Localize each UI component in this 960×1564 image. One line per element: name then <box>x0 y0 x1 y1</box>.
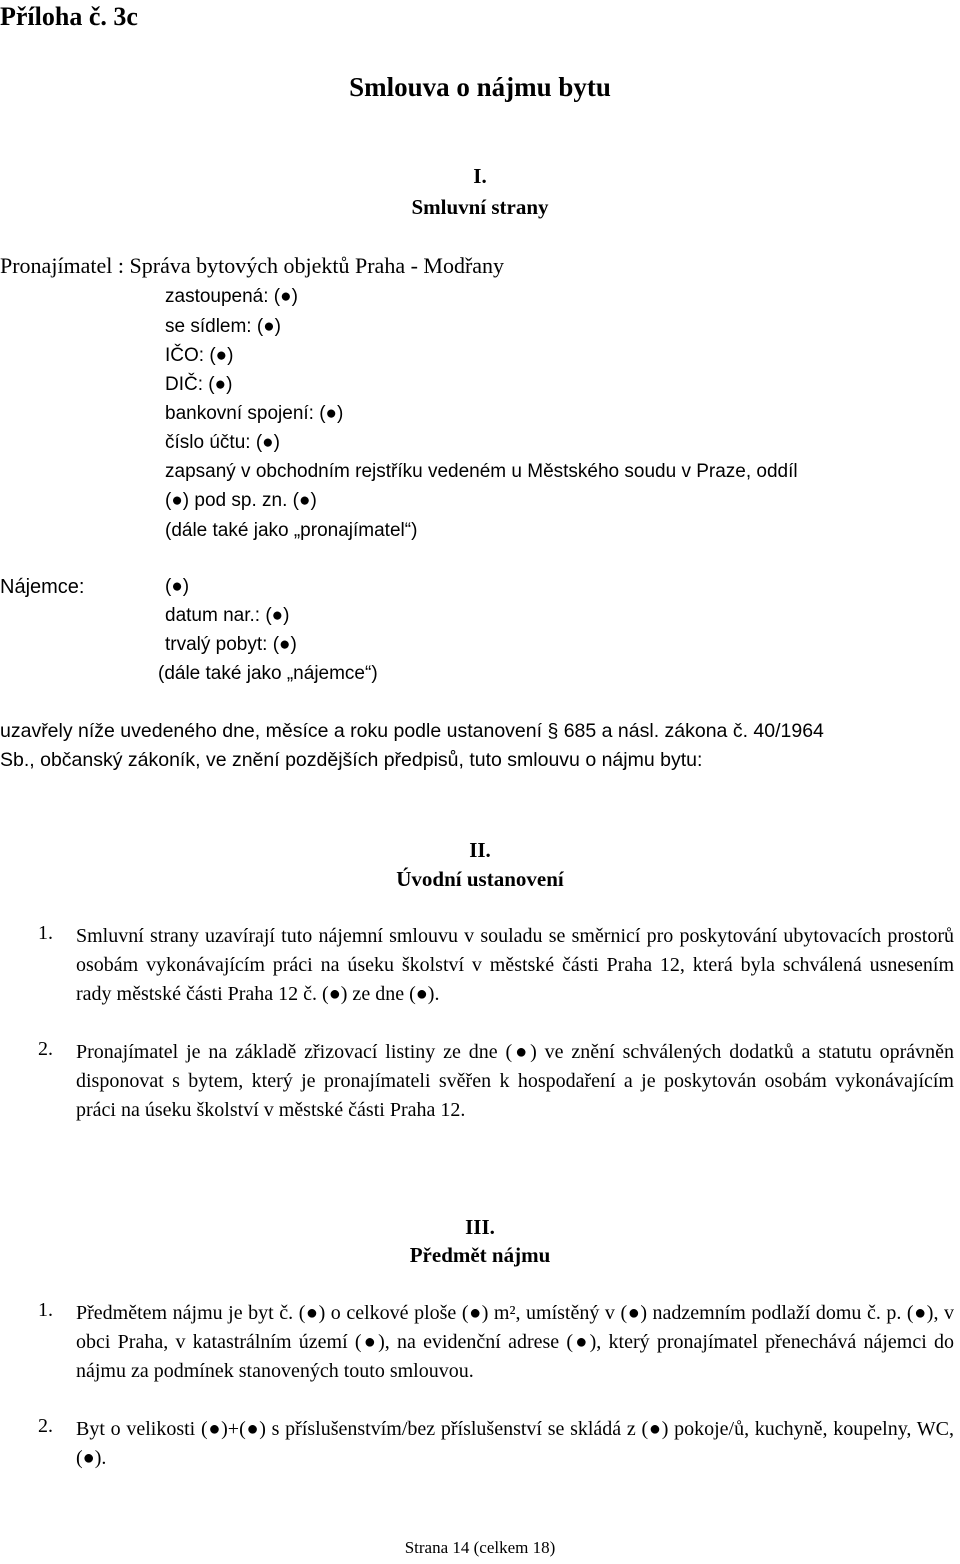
landlord-seat: se sídlem: (●) <box>165 316 281 337</box>
tenant-name: (●) <box>165 576 190 597</box>
tenant-alias: (dále také jako „nájemce“) <box>158 663 378 684</box>
item-text: Smluvní strany uzavírají tuto nájemní smlouvu v souladu se směrnicí pro poskytování ubytovacích prostorů osobám vykonávajícím práci na úseku školství v městské části Praha 12, která byla schválená usnesením rady městské části Praha 12 č. (●) ze dne (●). <box>76 925 954 1005</box>
landlord-register: zapsaný v obchodním rejstříku vedeném u Městského soudu v Praze, oddíl <box>165 461 798 482</box>
annex-label: Příloha č. 3c <box>0 2 138 31</box>
tenant-label: Nájemce: <box>0 576 85 598</box>
section-3-heading: Předmět nájmu <box>409 1243 551 1267</box>
tenant-residence: trvalý pobyt: (●) <box>165 634 297 655</box>
item-text: Byt o velikosti (●)+(●) s příslušenstvím/bez příslušenství se skládá z (●) pokoje/ů, kuchyně, koupelny, WC, (●). <box>76 1418 954 1469</box>
section-1-number: I. <box>473 164 487 188</box>
landlord-alias: (dále také jako „pronajímatel“) <box>165 520 418 541</box>
item-number: 1. <box>38 922 53 944</box>
item-text: Pronajímatel je na základě zřizovací listiny ze dne (●) ve znění schválených dodatků a statutu oprávněn disponovat s bytem, který je pronajímateli svěřen k hospodaření a je poskytován osobám vykonávajícím práci na úseku školství v městské části Praha 12. <box>76 1041 954 1121</box>
item-number: 2. <box>38 1038 53 1060</box>
landlord-represented: zastoupená: (●) <box>165 286 298 307</box>
page-number: Strana 14 (celkem 18) <box>404 1538 556 1557</box>
document-title: Smlouva o nájmu bytu <box>349 72 611 102</box>
tenant-birthdate: datum nar.: (●) <box>165 605 290 626</box>
landlord-label: Pronajímatel : Správa bytových objektů Praha - Modřany <box>0 253 505 278</box>
closing-line-1: uzavřely níže uvedeného dne, měsíce a roku podle ustanovení § 685 a násl. zákona č. 40/1964 <box>0 720 824 742</box>
item-number: 2. <box>38 1415 53 1437</box>
section-2-number: II. <box>469 838 491 862</box>
landlord-dic: DIČ: (●) <box>165 374 233 395</box>
section-1-heading: Smluvní strany <box>411 195 549 219</box>
item-text: Předmětem nájmu je byt č. (●) o celkové ploše (●) m², umístěný v (●) nadzemním podlaží domu č. p. (●), v obci Praha, v katastrálním území (●), na evidenční adrese (●), který pronajímatel přenechává nájemci do nájmu za podmínek stanovených touto smlouvou. <box>76 1302 954 1382</box>
landlord-register-file: (●) pod sp. zn. (●) <box>165 490 317 511</box>
closing-line-2: Sb., občanský zákoník, ve znění pozdějších předpisů, tuto smlouvu o nájmu bytu: <box>0 749 703 771</box>
section-2-heading: Úvodní ustanovení <box>396 867 564 891</box>
landlord-ico: IČO: (●) <box>165 345 234 366</box>
item-number: 1. <box>38 1299 53 1321</box>
landlord-bank: bankovní spojení: (●) <box>165 403 344 424</box>
landlord-account: číslo účtu: (●) <box>165 432 280 453</box>
section-3-number: III. <box>465 1215 495 1239</box>
